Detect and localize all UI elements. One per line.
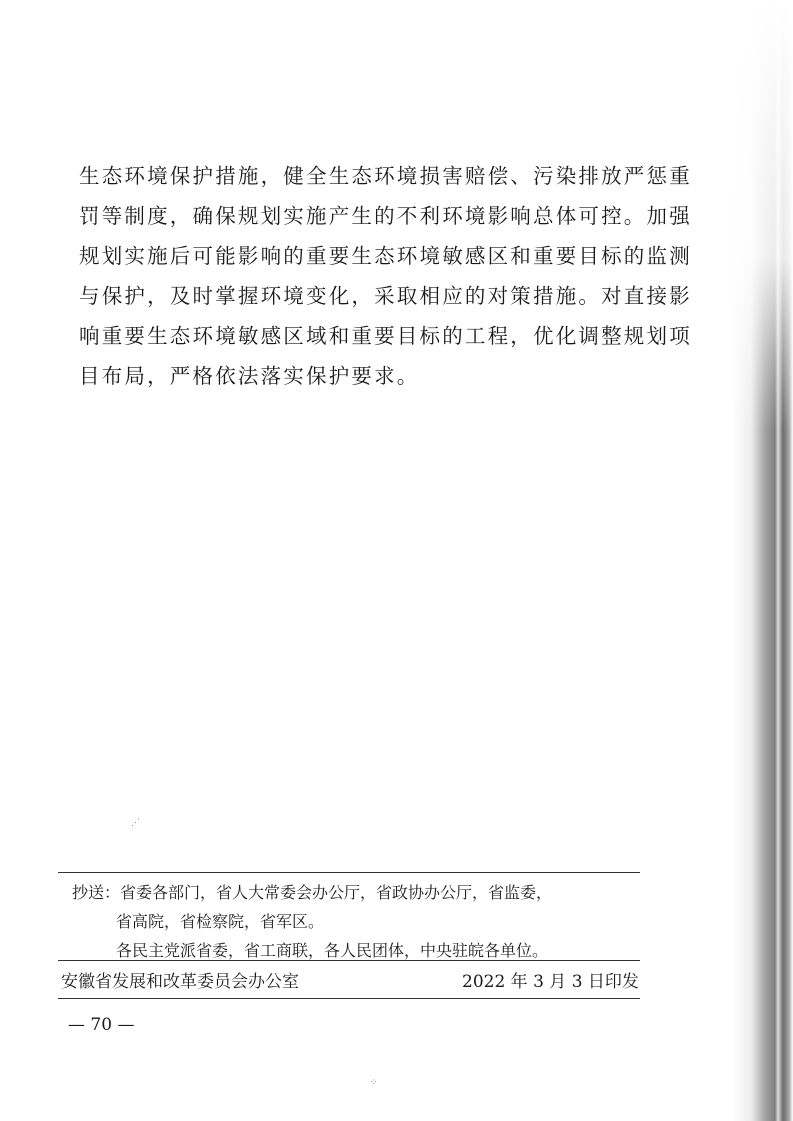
cc-list: [72, 878, 552, 965]
scan-speck: ⋰: [131, 818, 140, 828]
cc-line-3: 各民主党派省委，省工商联，各人民团体，中央驻皖各单位。: [116, 941, 549, 960]
issuer-top-rule: [58, 960, 640, 961]
body-line: 目布局，严格依法落实保护要求。: [79, 364, 420, 388]
body-line: 生态环境保护措施，健全生态环境损害赔偿、污染排放严惩重: [79, 164, 692, 188]
body-line: 规划实施后可能影响的重要生态环境敏感区和重要目标的监测: [79, 244, 692, 268]
cc-line-2: 省高院，省检察院，省军区。: [116, 912, 325, 931]
body-line: 罚等制度，确保规划实施产生的不利环境影响总体可控。加强: [79, 204, 692, 228]
scan-speck: ⁘: [370, 1078, 378, 1088]
cc-top-rule: [58, 872, 640, 873]
body-line: 与保护，及时掌握环境变化，采取相应的对策措施。对直接影: [79, 284, 692, 308]
cc-line-1: 抄送：省委各部门，省人大常委会办公厅，省政协办公厅，省监委，: [72, 883, 553, 902]
page-number: — 70 —: [68, 1015, 135, 1035]
body-line: 响重要生态环境敏感区域和重要目标的工程，优化调整规划项: [79, 324, 692, 348]
body-paragraph: [79, 156, 692, 396]
issue-date: 2022 年 3 月 3 日印发: [462, 972, 639, 992]
issuing-office: 安徽省发展和改革委员会办公室: [61, 972, 299, 992]
issuer-bottom-rule: [58, 998, 640, 999]
scan-shadow-fade: [731, 0, 793, 430]
